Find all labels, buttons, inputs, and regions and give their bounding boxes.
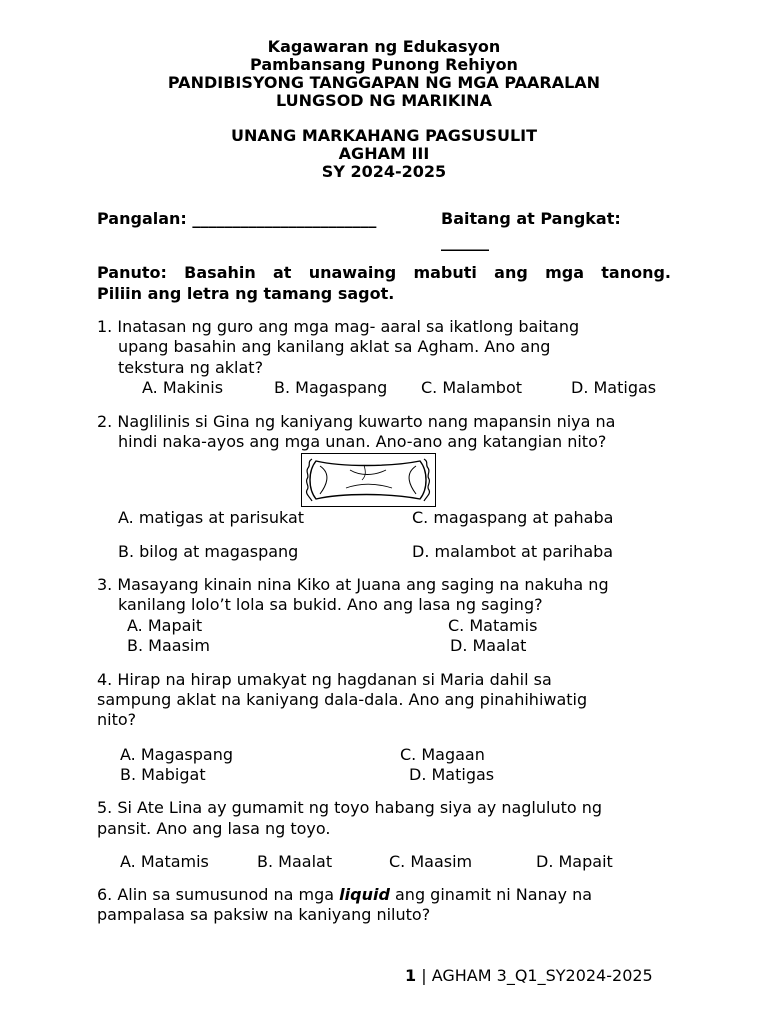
q2-choice-b[interactable]: B. bilog at magaspang <box>118 542 299 561</box>
page-number: 1 <box>405 966 417 985</box>
q5-choice-c[interactable]: C. Maasim <box>389 852 473 871</box>
q3-choice-b[interactable]: B. Maasim <box>127 636 210 655</box>
header-line-3: PANDIBISYONG TANGGAPAN NG MGA PAARALAN <box>167 73 601 92</box>
q1-choice-b[interactable]: B. Magaspang <box>274 378 388 397</box>
exam-school-year: SY 2024-2025 <box>321 162 447 181</box>
q1-text-line-1: 1. Inatasan ng guro ang mga mag- aaral sa ikatlong baitang <box>97 317 580 336</box>
q2-text-line-2: hindi naka-ayos ang mga unan. Ano-ano ang katangian nito? <box>118 432 607 451</box>
grade-field-label: Baitang at Pangkat: <box>441 209 621 228</box>
exam-subject: AGHAM III <box>338 144 430 163</box>
q4-choice-c[interactable]: C. Magaan <box>400 745 485 764</box>
q2-choice-c[interactable]: C. magaspang at pahaba <box>412 508 614 527</box>
instructions-line-2: Piliin ang letra ng tamang sagot. <box>97 284 395 303</box>
q1-text-line-2: upang basahin ang kanilang aklat sa Agham. Ano ang <box>118 337 551 356</box>
q1-text-line-3: tekstura ng aklat? <box>118 358 264 377</box>
header-line-2: Pambansang Punong Rehiyon <box>250 55 518 74</box>
q6-text-post: ang ginamit ni Nanay na <box>389 885 593 904</box>
page-footer <box>405 967 653 985</box>
name-field[interactable]: Pangalan: _______________________ <box>97 209 377 228</box>
q1-choice-d[interactable]: D. Matigas <box>571 378 657 397</box>
q5-choice-b[interactable]: B. Maalat <box>257 852 333 871</box>
q4-choice-a[interactable]: A. Magaspang <box>120 745 233 764</box>
instructions-line-1: Panuto: Basahin at unawaing mabuti ang mga tanong. <box>97 263 671 282</box>
exam-title: UNANG MARKAHANG PAGSUSULIT <box>231 126 537 145</box>
q5-choice-d[interactable]: D. Mapait <box>536 852 613 871</box>
q1-choice-c[interactable]: C. Malambot <box>421 378 523 397</box>
q5-choice-a[interactable]: A. Matamis <box>120 852 209 871</box>
q3-choice-a[interactable]: A. Mapait <box>127 616 203 635</box>
q1-choice-a[interactable]: A. Makinis <box>142 378 224 397</box>
q4-choice-d[interactable]: D. Matigas <box>409 765 495 784</box>
pillow-image <box>301 453 436 507</box>
q6-text-emphasis: liquid <box>339 885 390 904</box>
q5-text-line-2: pansit. Ano ang lasa ng toyo. <box>97 819 331 838</box>
q5-text-line-1: 5. Si Ate Lina ay gumamit ng toyo habang siya ay nagluluto ng <box>97 798 603 817</box>
footer-code: AGHAM 3_Q1_SY2024-2025 <box>431 966 653 985</box>
q3-choice-c[interactable]: C. Matamis <box>448 616 538 635</box>
q6-text-pre: 6. Alin sa sumusunod na mga <box>97 885 340 904</box>
q3-choice-d[interactable]: D. Maalat <box>450 636 527 655</box>
q6-text-line-2: pampalasa sa paksiw na kaniyang niluto? <box>97 905 431 924</box>
header-line-1: Kagawaran ng Edukasyon <box>267 37 501 56</box>
q4-choice-b[interactable]: B. Mabigat <box>120 765 206 784</box>
q4-text-line-3: nito? <box>97 710 137 729</box>
q2-choice-a[interactable]: A. matigas at parisukat <box>118 508 305 527</box>
q3-text-line-2: kanilang lolo’t lola sa bukid. Ano ang lasa ng saging? <box>118 595 543 614</box>
q3-text-line-1: 3. Masayang kinain nina Kiko at Juana ang saging na nakuha ng <box>97 575 609 594</box>
q2-choice-d[interactable]: D. malambot at parihaba <box>412 542 614 561</box>
header-line-4: LUNGSOD NG MARIKINA <box>276 91 492 110</box>
footer-separator: | <box>416 966 432 985</box>
q6-text-line-1 <box>97 886 592 904</box>
q4-text-line-2: sampung aklat na kaniyang dala-dala. Ano ang pinahihiwatig <box>97 690 588 709</box>
q4-text-line-1: 4. Hirap na hirap umakyat ng hagdanan si Maria dahil sa <box>97 670 552 689</box>
q2-text-line-1: 2. Naglilinis si Gina ng kaniyang kuwarto nang mapansin niya na <box>97 412 616 431</box>
pillow-icon <box>302 454 434 505</box>
grade-field-blank[interactable]: ______ <box>441 232 489 251</box>
